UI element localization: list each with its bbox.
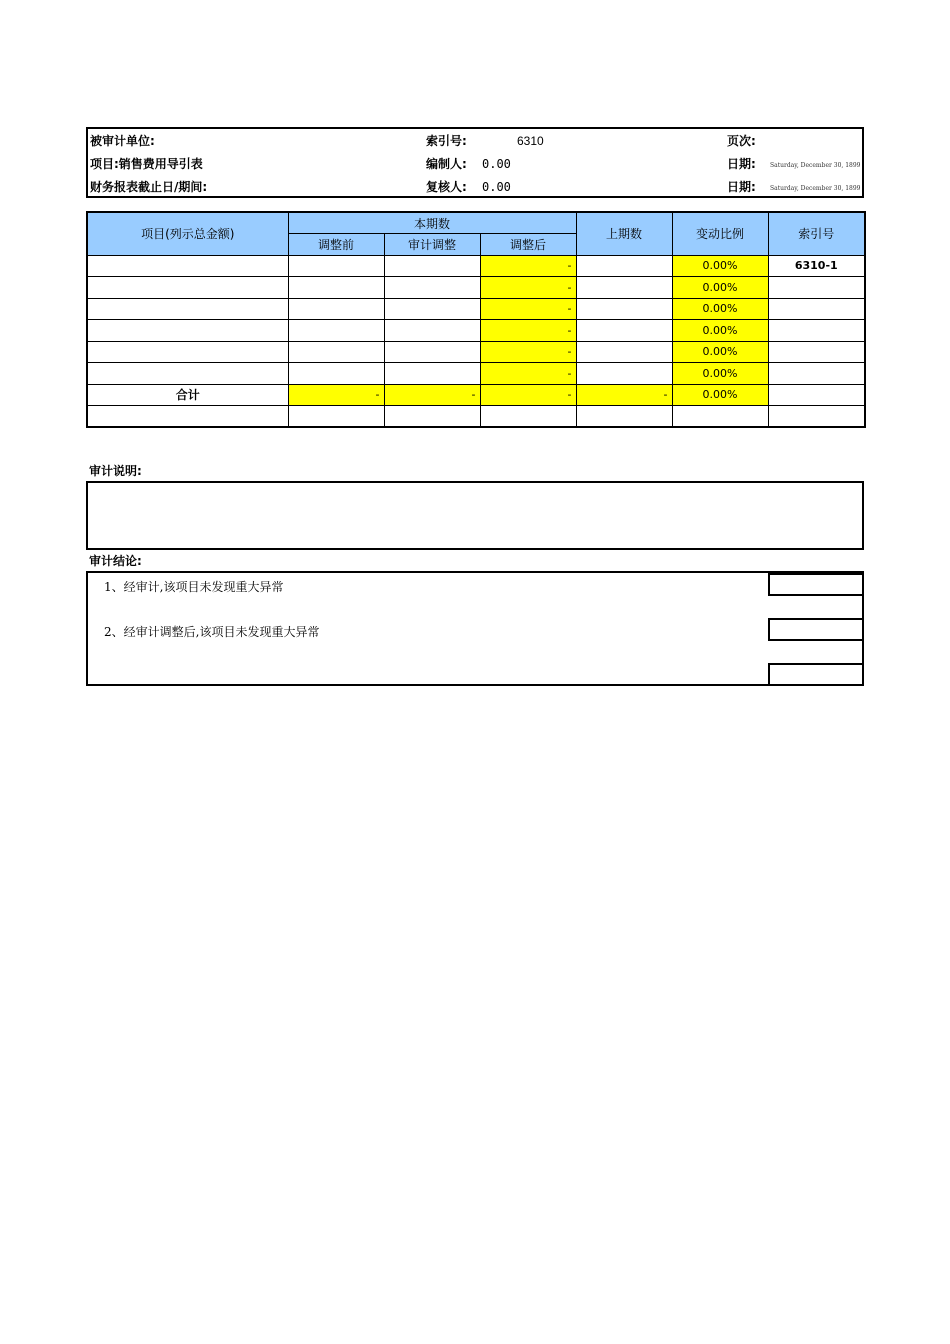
total-index[interactable] [768,384,865,406]
cell-index[interactable] [768,298,865,320]
reviewer-label: 复核人: [426,180,467,194]
cell-item[interactable] [87,255,288,277]
total-label: 合计 [87,384,288,406]
preparer-label: 编制人: [426,157,467,171]
audit-conclusion-label: 审计结论: [89,554,142,568]
cell-after[interactable]: - [480,341,576,363]
index-value: 6310 [517,134,544,148]
cell-adj[interactable] [384,298,480,320]
col-after-adj-header: 调整后 [480,234,576,256]
cell-after[interactable]: - [480,298,576,320]
cell-item[interactable] [87,341,288,363]
total-adj[interactable]: - [384,384,480,406]
audit-note-label: 审计说明: [89,464,142,478]
cell-after[interactable] [480,406,576,428]
col-before-adj-header: 调整前 [288,234,384,256]
col-change-header: 变动比例 [672,212,768,255]
cell-index[interactable] [768,406,865,428]
cell-prior[interactable] [576,277,672,299]
col-audit-adj-header: 审计调整 [384,234,480,256]
cell-item[interactable] [87,298,288,320]
date-label-1: 日期: [727,157,756,171]
sales-expense-lead-table [86,211,866,428]
col-item-header: 项目(列示总金额) [87,212,288,255]
total-change[interactable]: 0.00% [672,384,768,406]
cell-before[interactable] [288,277,384,299]
cell-prior[interactable] [576,298,672,320]
table-row [87,277,865,299]
cell-prior[interactable] [576,363,672,385]
col-index-header: 索引号 [768,212,865,255]
cell-adj[interactable] [384,277,480,299]
cell-change[interactable] [672,406,768,428]
cell-after[interactable]: - [480,277,576,299]
cell-adj[interactable] [384,255,480,277]
preparer-value: 0.00 [482,157,511,171]
cell-index[interactable] [768,363,865,385]
cell-after[interactable]: - [480,363,576,385]
conclusion-line-1: 1、经审计,该项目未发现重大异常 [104,580,284,594]
total-before[interactable]: - [288,384,384,406]
table-row [87,363,865,385]
cell-adj[interactable] [384,363,480,385]
header-info-box [86,127,864,198]
cell-change[interactable]: 0.00% [672,255,768,277]
conclusion-checkbox-3[interactable] [768,663,864,686]
cell-prior[interactable] [576,320,672,342]
cell-after[interactable]: - [480,255,576,277]
date-value-2: Saturday, December 30, 1899 [770,185,861,192]
cell-prior[interactable] [576,255,672,277]
cell-adj[interactable] [384,406,480,428]
date-value-1: Saturday, December 30, 1899 [770,162,861,169]
cell-before[interactable] [288,341,384,363]
cell-index[interactable] [768,341,865,363]
conclusion-checkbox-1[interactable] [768,573,864,596]
conclusion-line-2: 2、经审计调整后,该项目未发现重大异常 [104,625,320,639]
cell-adj[interactable] [384,320,480,342]
audit-conclusion-box [86,571,864,686]
cell-before[interactable] [288,255,384,277]
total-row [87,384,865,406]
col-current-group-header: 本期数 [288,212,576,234]
cell-index[interactable] [768,320,865,342]
cell-after[interactable]: - [480,320,576,342]
audit-note-box[interactable] [86,481,864,550]
index-label: 索引号: [426,134,467,148]
cell-change[interactable]: 0.00% [672,298,768,320]
table-row [87,255,865,277]
reviewer-value: 0.00 [482,180,511,194]
date-label-2: 日期: [727,180,756,194]
cell-change[interactable]: 0.00% [672,363,768,385]
cell-item[interactable] [87,406,288,428]
cell-item[interactable] [87,363,288,385]
cell-prior[interactable] [576,341,672,363]
cell-adj[interactable] [384,341,480,363]
page-label: 页次: [727,134,756,148]
cell-index[interactable] [768,277,865,299]
cell-index[interactable]: 6310-1 [768,255,865,277]
col-prior-header: 上期数 [576,212,672,255]
audited-unit-label: 被审计单位: [90,134,155,148]
cell-item[interactable] [87,277,288,299]
table-row [87,320,865,342]
conclusion-checkbox-2[interactable] [768,618,864,641]
cell-before[interactable] [288,298,384,320]
total-prior[interactable]: - [576,384,672,406]
cell-before[interactable] [288,363,384,385]
cell-item[interactable] [87,320,288,342]
total-after[interactable]: - [480,384,576,406]
cell-change[interactable]: 0.00% [672,341,768,363]
table-row [87,298,865,320]
table-row [87,341,865,363]
cell-change[interactable]: 0.00% [672,277,768,299]
cell-before[interactable] [288,320,384,342]
cell-prior[interactable] [576,406,672,428]
project-label: 项目:销售费用导引表 [90,157,203,171]
cell-change[interactable]: 0.00% [672,320,768,342]
table-row-empty [87,406,865,428]
period-label: 财务报表截止日/期间: [90,180,208,194]
cell-before[interactable] [288,406,384,428]
